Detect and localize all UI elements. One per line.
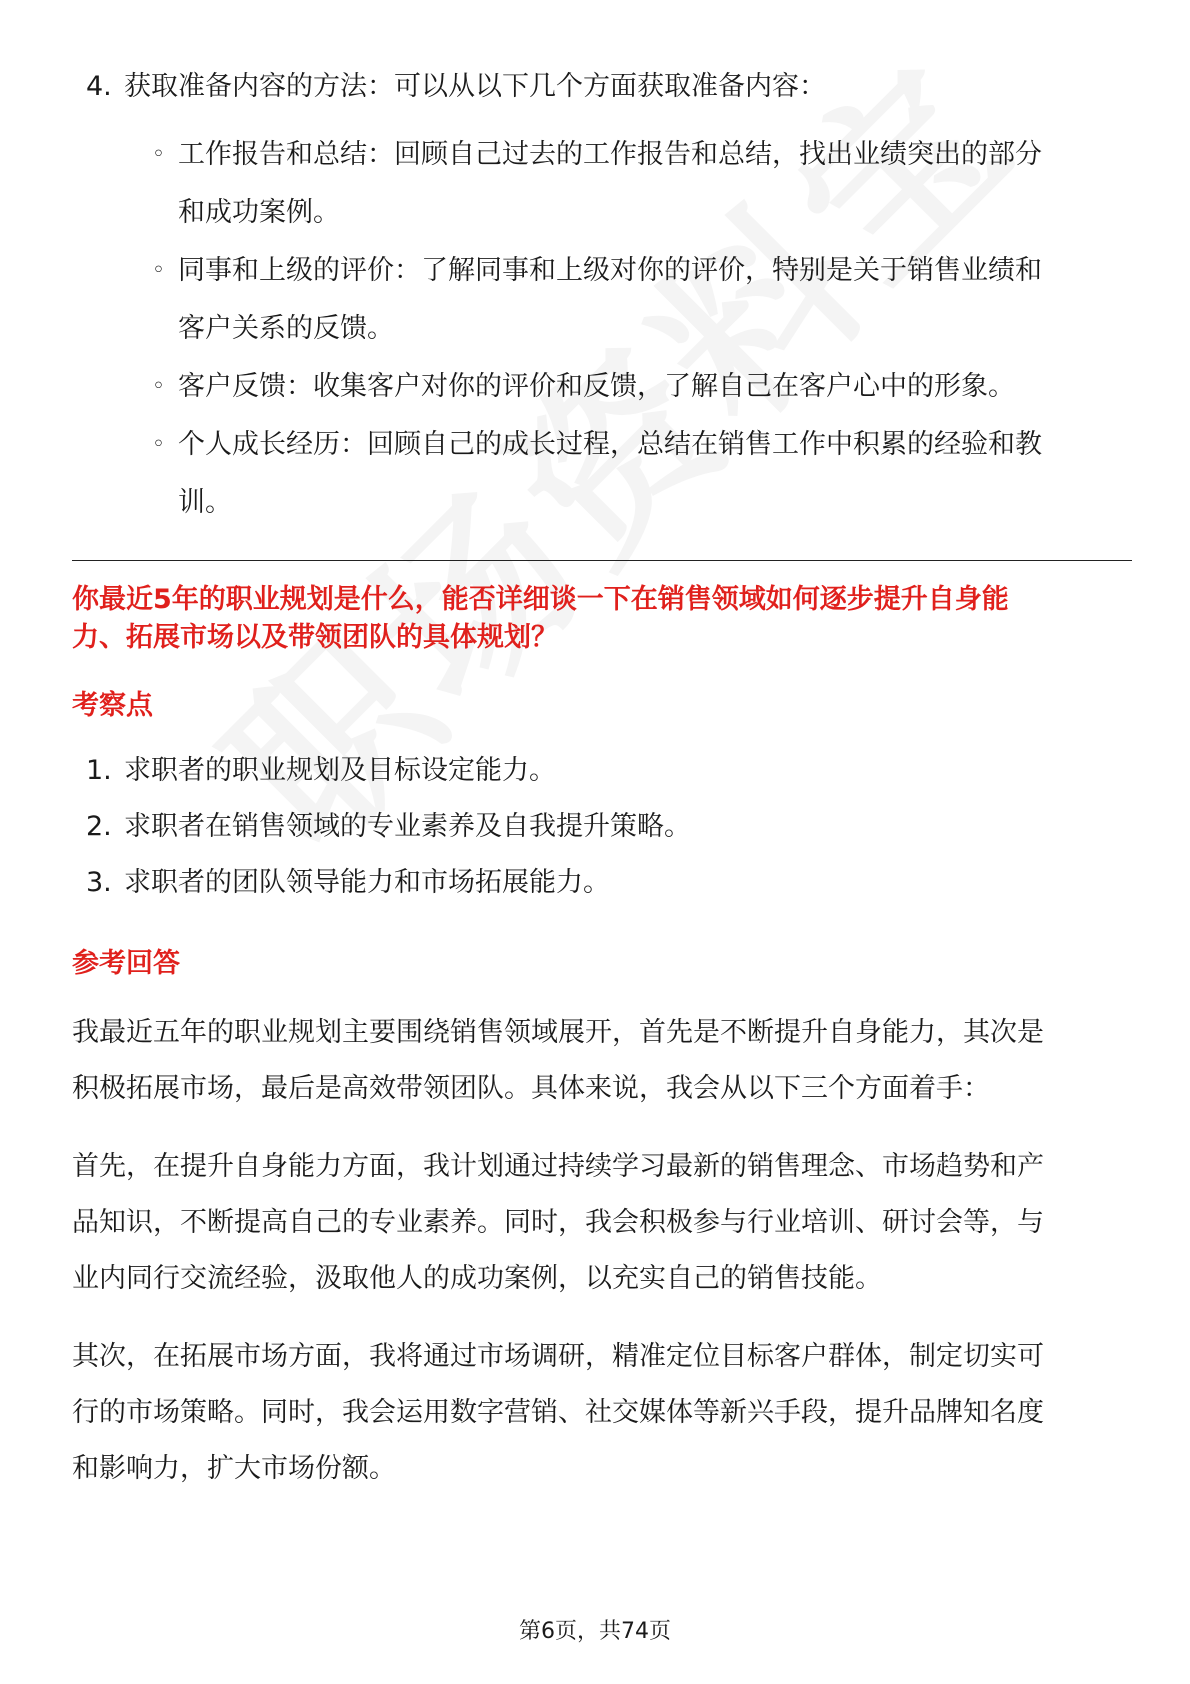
- paragraph-line: 首先，在提升自身能力方面，我计划通过持续学习最新的销售理念、市场趋势和产: [72, 1151, 1044, 1182]
- paragraph-line: 我最近五年的职业规划主要围绕销售领域展开，首先是不断提升自身能力，其次是: [72, 1017, 1044, 1048]
- bullet-circle-icon: ◦: [152, 432, 165, 457]
- bullet-circle-icon: ◦: [152, 258, 165, 283]
- assessment-heading: 考察点: [72, 690, 153, 721]
- answer-heading: 参考回答: [72, 948, 180, 979]
- list-item: [72, 799, 1132, 855]
- sub-item-line: 客户反馈：收集客户对你的评价和反馈，了解自己在客户心中的形象。: [178, 371, 1015, 402]
- paragraph-line: 品知识，不断提高自己的专业素养。同时，我会积极参与行业培训、研讨会等，与: [72, 1207, 1044, 1238]
- list-number: 3.: [86, 867, 112, 898]
- list-item: [72, 855, 1132, 911]
- paragraph-line: 业内同行交流经验，汲取他人的成功案例，以充实自己的销售技能。: [72, 1263, 882, 1294]
- bullet-circle-icon: ◦: [152, 142, 165, 167]
- list-item-text: 求职者的职业规划及目标设定能力。: [124, 755, 556, 786]
- list-number: 2.: [86, 811, 112, 842]
- answer-paragraph: [72, 1139, 1132, 1307]
- sub-list-item: [152, 242, 1132, 358]
- paragraph-line: 行的市场策略。同时，我会运用数字营销、社交媒体等新兴手段，提升品牌知名度: [72, 1397, 1044, 1428]
- list-item-4: [72, 58, 1132, 116]
- sub-item-line: 客户关系的反馈。: [178, 313, 394, 344]
- answer-paragraph: [72, 1329, 1132, 1497]
- assessment-list: [72, 743, 1132, 911]
- list-item-text: 求职者在销售领域的专业素养及自我提升策略。: [124, 811, 691, 842]
- list-item-text: 求职者的团队领导能力和市场拓展能力。: [124, 867, 610, 898]
- list-number: 1.: [86, 755, 112, 786]
- page-content: [72, 58, 1132, 1519]
- list-number: 4.: [86, 71, 112, 102]
- sub-list-item: [152, 126, 1132, 242]
- question-line: 力、拓展市场以及带领团队的具体规划？: [72, 622, 558, 653]
- question-line: 你最近5年的职业规划是什么，能否详细谈一下在销售领域如何逐步提升自身能: [72, 584, 1009, 615]
- bullet-circle-icon: ◦: [152, 374, 165, 399]
- sub-item-line: 工作报告和总结：回顾自己过去的工作报告和总结，找出业绩突出的部分: [178, 139, 1042, 170]
- sub-item-line: 个人成长经历：回顾自己的成长过程，总结在销售工作中积累的经验和教: [178, 429, 1042, 460]
- sub-list: [72, 126, 1132, 532]
- sub-item-line: 同事和上级的评价：了解同事和上级对你的评价，特别是关于销售业绩和: [178, 255, 1042, 286]
- section-divider: [72, 560, 1132, 561]
- sub-item-line: 和成功案例。: [178, 197, 340, 228]
- list-item: [72, 743, 1132, 799]
- sub-item-line: 训。: [178, 487, 232, 518]
- paragraph-line: 积极拓展市场，最后是高效带领团队。具体来说，我会从以下三个方面着手：: [72, 1073, 990, 1104]
- question-heading: [72, 581, 1132, 657]
- sub-list-item: [152, 416, 1132, 532]
- paragraph-line: 其次，在拓展市场方面，我将通过市场调研，精准定位目标客户群体，制定切实可: [72, 1341, 1044, 1372]
- answer-paragraph: [72, 1005, 1132, 1117]
- list-item-text: 获取准备内容的方法：可以从以下几个方面获取准备内容：: [124, 71, 826, 102]
- paragraph-line: 和影响力，扩大市场份额。: [72, 1453, 396, 1484]
- page-footer: 第6页，共74页: [519, 1619, 671, 1644]
- sub-list-item: [152, 358, 1132, 416]
